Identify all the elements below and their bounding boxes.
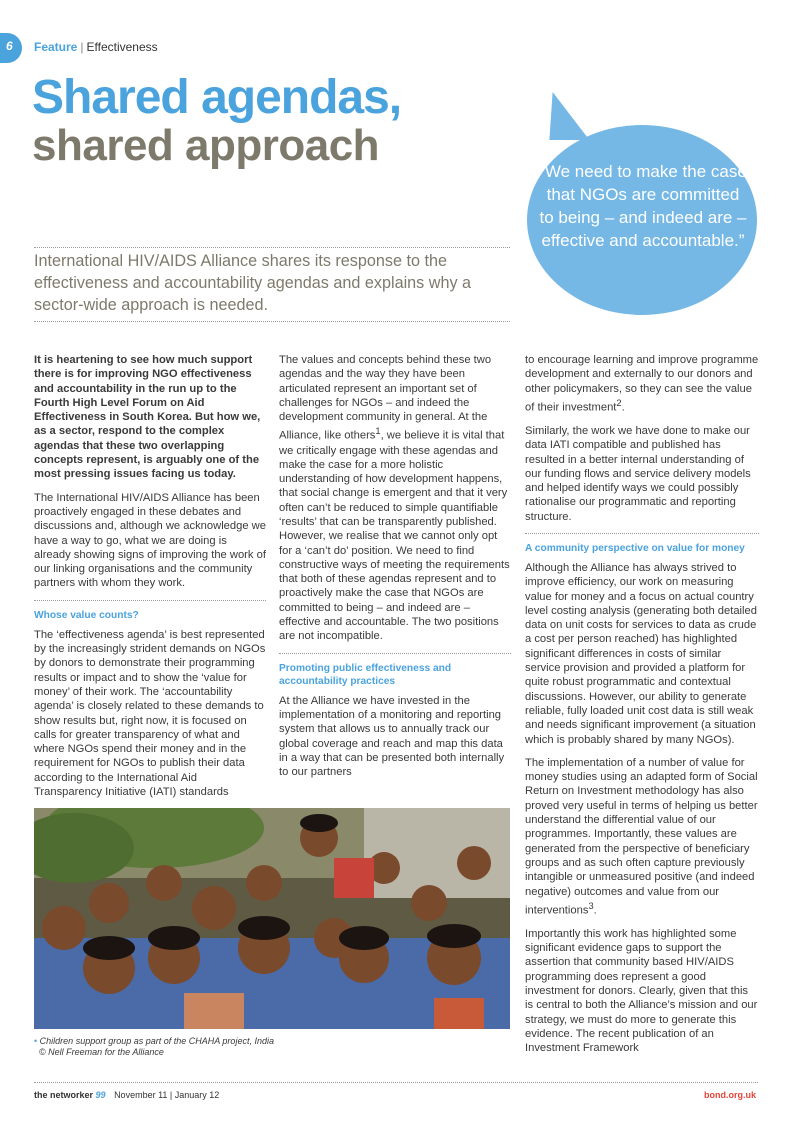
- body-text: The implementation of a number of value for money studies using an adapted form of Social Return on Investment methodology has also proved very useful in terms of helping us better understand the differential value of our programmes. Importantly, these values are generated from the perspective of beneficiary groups and as such often capture previously intangible or unmeasured positive (and indeed negative) outcomes and value from our interventions: [525, 756, 758, 917]
- pull-quote: “We need to make the case that NGOs are committed to being – and indeed are – effective and accountable.”: [539, 162, 747, 250]
- headline-line2: shared approach: [32, 121, 380, 170]
- page-number: 6: [6, 39, 13, 53]
- footnote-ref: 3: [588, 900, 594, 911]
- subheading-community: A community perspective on value for money: [525, 533, 759, 555]
- article-column-2: [279, 353, 511, 788]
- footer-publication: [34, 1090, 219, 1100]
- body-paragraph: Although the Alliance has always strived to improve efficiency, our work on measuring value for money and a focus on actual country level costing analysis (generating both detailed data on unit costs for services to data as crude a cost per person reached) has highlighted significant differences in costs of similar service provision and provided a platform for quite robust programmatic and contextual discussions. However, our ability to generate reliable, fully loaded unit cost data is still weak and needs significant improvement (a situation which is probably shared by many NGOs).: [525, 562, 757, 746]
- issue-date: November 11 | January 12: [114, 1090, 220, 1100]
- body-paragraph: [279, 353, 511, 644]
- subheading-whose-value: Whose value counts?: [34, 600, 266, 622]
- section-separator: |: [80, 40, 84, 54]
- body-text: .: [593, 904, 597, 917]
- body-text: The values and concepts behind these two agendas and the way they have been articulated represent an important set of challenges for NGOs – and indeed the development community in general. At the Alliance, like others: [279, 354, 492, 443]
- caption-text: Children support group as part of the CHAHA project, India: [39, 1036, 274, 1046]
- body-paragraph: Importantly this work has highlighted some significant evidence gaps to support the assertion that community based HIV/AIDS programming does represent a good investment for donors. Clearly, given that this is central to both the Alliance’s mission and our strategy, we must do more to generate this evidence. The recent publication of an Investment Framework: [525, 927, 758, 1055]
- issue-number: 99: [95, 1090, 106, 1100]
- body-paragraph: Similarly, the work we have done to make our data IATI compatible and published has resulted in a better internal understanding of our funding flows and service delivery models and helped identify ways we could possibly rationalise our programmatic and reporting structure.: [525, 424, 751, 523]
- footer-rule: [34, 1082, 758, 1083]
- body-paragraph: The ‘effectiveness agenda’ is best represented by the increasingly strident demands on NGOs by donors to demonstrate their programming results or impact and to show the ‘value for money’ of their work. The ‘accountability agenda’ is closely related to these demands to show results but, right now, it is focused on calls for greater transparency of what and where NGOs spend their money and in the requirement for NGOs to publish their data according to the International Aid Transparency Initiative (IATI) standards: [34, 628, 266, 799]
- subheading-promoting: Promoting public effectiveness and accountability practices: [279, 653, 511, 688]
- article-column-1: [34, 353, 266, 808]
- photo-caption: [34, 1036, 274, 1058]
- speech-bubble-tail: [543, 92, 590, 140]
- standfirst-rule-top: [34, 247, 510, 248]
- headline-line1: Shared agendas,: [32, 71, 402, 124]
- website-link[interactable]: bond.org.uk: [704, 1090, 756, 1100]
- section-label: [34, 40, 158, 54]
- body-text: , we believe it is vital that we critically engage with these agendas and make the case for a more holistic understanding of how development happens, that social change is emergent and that it very often can’t be reduced to simple quantifiable ‘results’ that can be transparently published. However, we realise that we cannot only opt for a ‘can’t do’ position. We need to find constructive ways of meeting the requirements that both of these agendas represent and to proactively make the case that NGOs are committed to being – and indeed are – effective and accountable. The two positions are not incompatible.: [279, 430, 510, 643]
- standfirst: International HIV/AIDS Alliance shares its response to the effectiveness and accountability agendas and explains why a sector-wide approach is needed.: [34, 252, 472, 314]
- footnote-ref: 1: [375, 426, 381, 437]
- caption-bullet: •: [34, 1036, 38, 1046]
- section-subsection: Effectiveness: [86, 40, 158, 54]
- body-paragraph: [525, 353, 759, 415]
- body-text: to encourage learning and improve programme development and externally to our donors and other policymakers, so they can see the value of their investment: [525, 354, 759, 414]
- article-column-3: [525, 353, 759, 1065]
- children-photo: [34, 808, 510, 1029]
- magazine-name: the networker: [34, 1090, 94, 1100]
- body-text: .: [621, 401, 625, 414]
- footnote-ref: 2: [616, 397, 622, 408]
- children-group-image: [34, 808, 510, 1029]
- standfirst-rule-bottom: [34, 321, 510, 322]
- body-paragraph: [525, 756, 759, 918]
- body-paragraph: The International HIV/AIDS Alliance has been proactively engaged in these debates and discussions and, although we acknowledge we have a way to go, what we are doing is already showing signs of improving the work of our linking organisations and the community partners with whom they work.: [34, 491, 266, 590]
- body-paragraph: At the Alliance we have invested in the implementation of a monitoring and reporting system that allows us to annually track our global coverage and reach and map this data in a way that can be presented both internally to our partners: [279, 694, 505, 779]
- lead-paragraph: It is heartening to see how much support there is for improving NGO effectiveness and accountability in the run up to the Fourth High Level Forum on Aid Effectiveness in South Korea. But how we, as a sector, respond to the complex agendas that these two overlapping concepts represent, is arguably one of the most pressing issues facing us today.: [34, 354, 261, 481]
- section-feature: Feature: [34, 40, 78, 54]
- photo-credit: © Nell Freeman for the Alliance: [39, 1047, 164, 1057]
